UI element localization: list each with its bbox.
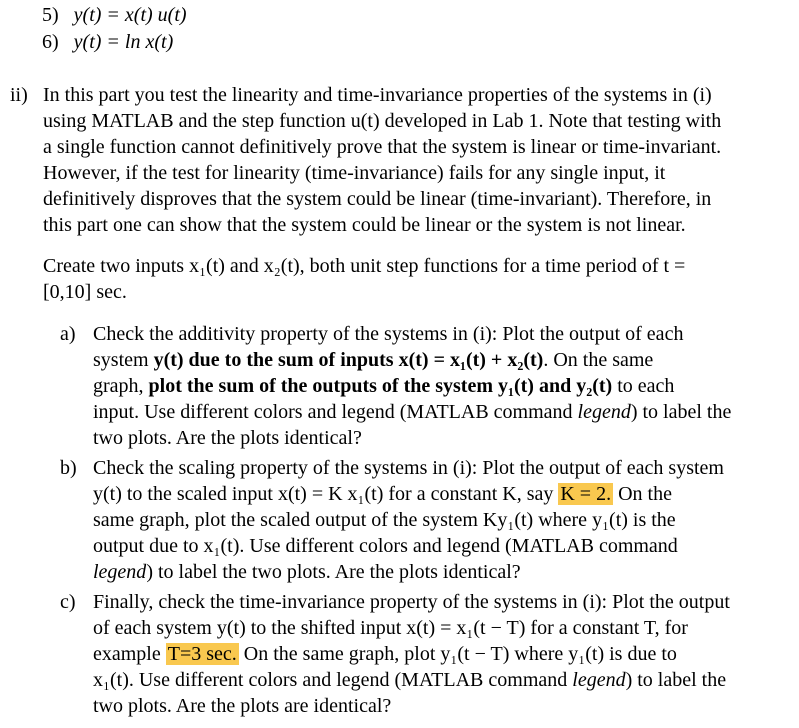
- item-b-label: b): [60, 457, 77, 479]
- part-ii-line-6: this part one can show that the system could be linear or the system is not linear.: [43, 214, 686, 236]
- item-b-line-4: output due to x₁(t). Use different colors and legend (MATLAB command: [93, 535, 678, 557]
- item-5-number: 5): [42, 4, 59, 26]
- part-ii-line-4: However, if the test for linearity (time-invariance) fails for any single input, it: [43, 162, 666, 184]
- item-b-line-1: Check the scaling property of the systems in (i): Plot the output of each system: [93, 457, 724, 479]
- item-c-line-3: [93, 642, 677, 666]
- item-a-line-5: two plots. Are the plots identical?: [93, 427, 362, 449]
- item-a-line-4-ital: legend: [577, 401, 631, 423]
- part-ii-number: ii): [10, 84, 28, 106]
- part-ii-line-1: In this part you test the linearity and time-invariance properties of the systems in (i): [43, 84, 712, 106]
- item-b-line-2-post: On the: [613, 483, 672, 505]
- item-b-line-2: [93, 482, 672, 506]
- item-c-line-5: two plots. Are the plots are identical?: [93, 695, 392, 717]
- item-a-line-2-pre: system: [93, 349, 154, 371]
- item-c-line-2: of each system y(t) to the shifted input x(t) = x₁(t − T) for a constant T, for: [93, 617, 688, 639]
- part-ii-line-5: definitively disproves that the system could be linear (time-invariant). Therefore, in: [43, 188, 712, 210]
- item-c-label: c): [60, 591, 76, 613]
- item-a-label: a): [60, 323, 76, 345]
- item-a-line-4: [93, 400, 731, 424]
- item-b-highlight-k: K = 2.: [560, 483, 612, 505]
- item-b-line-2-pre: y(t) to the scaled input x(t) = K x₁(t) for a constant K, say: [93, 483, 559, 505]
- item-a-line-2-bold: y(t) due to the sum of inputs x(t) = x₁(t) + x₂(t): [153, 349, 544, 371]
- item-a-line-4-pre: input. Use different colors and legend (MATLAB command: [93, 401, 578, 423]
- item-a-line-2-post: . On the same: [543, 349, 654, 371]
- item-c-line-1: Finally, check the time-invariance property of the systems in (i): Plot the output: [93, 591, 730, 613]
- part-ii-line-3: a single function cannot definitively prove that the system is linear or time-invariant.: [43, 136, 722, 158]
- part-ii-line-2: using MATLAB and the step function u(t) developed in Lab 1. Note that testing with: [43, 110, 722, 132]
- item-c-line-4-ital: legend: [572, 669, 626, 691]
- item-6-equation: y(t) = ln x(t): [73, 31, 174, 53]
- item-c-line-3-post: On the same graph, plot y₁(t − T) where y₁(t) is due to: [238, 643, 677, 665]
- item-a-line-1: Check the additivity property of the systems in (i): Plot the output of each: [93, 323, 684, 345]
- item-a-line-2: [93, 348, 653, 372]
- item-5: [42, 3, 187, 27]
- item-c-highlight-t: T=3 sec.: [167, 643, 237, 665]
- item-c-line-4-pre: x₁(t). Use different colors and legend (MATLAB command: [93, 669, 573, 691]
- item-c-line-4-post: ) to label the: [625, 669, 727, 691]
- item-a-line-3: [93, 374, 674, 398]
- item-b-line-5: [93, 560, 521, 584]
- item-6-number: 6): [42, 31, 59, 53]
- item-a-line-4-post: ) to label the: [630, 401, 732, 423]
- create-inputs-line-2: [0,10] sec.: [43, 281, 127, 303]
- item-a-line-3-post: to each: [612, 375, 675, 397]
- item-b-line-5-post: ) to label the two plots. Are the plots identical?: [146, 561, 521, 583]
- item-5-equation: y(t) = x(t) u(t): [73, 4, 187, 26]
- item-6: [42, 30, 173, 54]
- item-a-line-3-pre: graph,: [93, 375, 149, 397]
- create-inputs-line-1: Create two inputs x₁(t) and x₂(t), both unit step functions for a time period of t =: [43, 255, 686, 277]
- item-b-line-3: same graph, plot the scaled output of the system Ky₁(t) where y₁(t) is the: [93, 509, 676, 531]
- item-b-line-5-ital: legend: [93, 561, 147, 583]
- item-c-line-3-pre: example: [93, 643, 166, 665]
- item-a-line-3-bold: plot the sum of the outputs of the system y₁(t) and y₂(t): [148, 375, 613, 397]
- item-c-line-4: [93, 668, 726, 692]
